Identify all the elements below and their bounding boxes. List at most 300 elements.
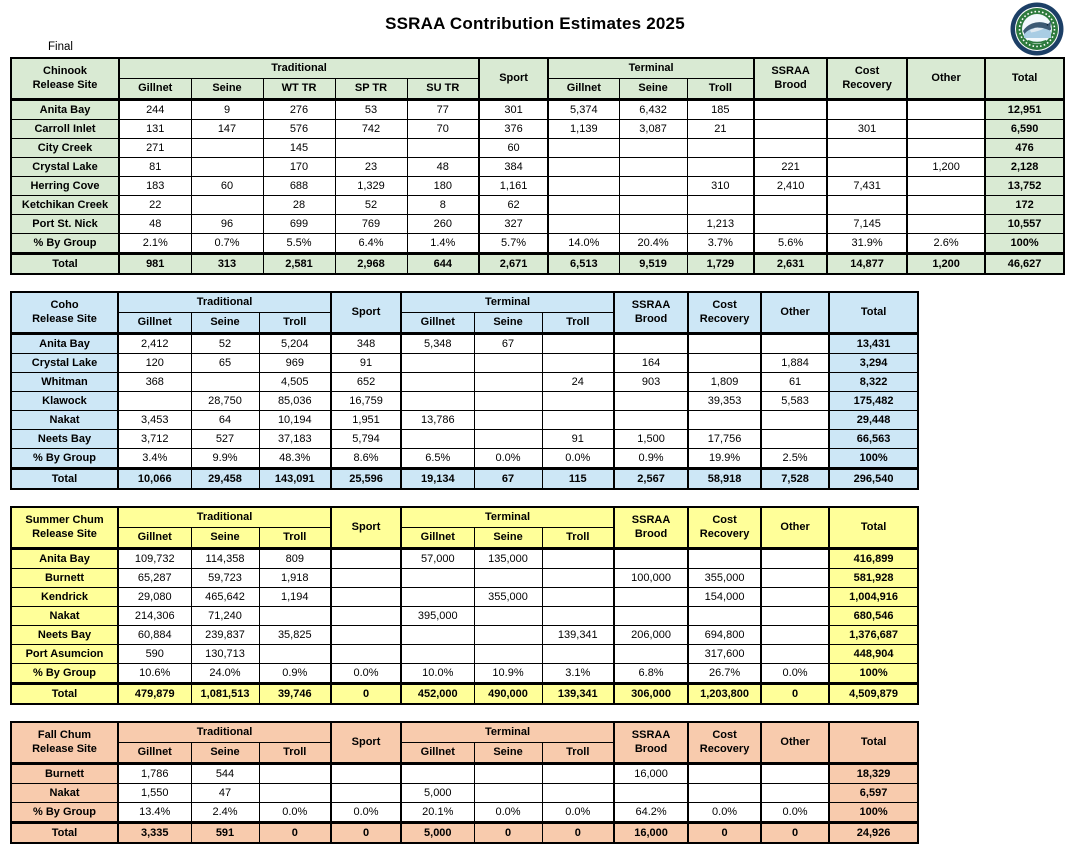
data-cell: 1,809: [688, 373, 761, 392]
row-total-cell: 680,546: [829, 607, 918, 626]
data-cell: 355,000: [688, 569, 761, 588]
ssraa-logo-icon: [1010, 2, 1064, 56]
data-cell: 135,000: [474, 549, 542, 569]
data-cell: 7,145: [827, 215, 907, 234]
row-total-cell: 12,951: [985, 100, 1064, 120]
table-row: [11, 607, 918, 626]
column-total-cell: 46,627: [985, 254, 1064, 275]
subcol-header: Troll: [542, 743, 614, 764]
data-cell: 384: [479, 158, 548, 177]
cost-recovery-header: [688, 722, 761, 764]
site-label: Crystal Lake: [11, 354, 118, 373]
species-header-line: Release Site: [32, 527, 97, 540]
row-total-cell: 66,563: [829, 430, 918, 449]
column-total-cell: 4,509,879: [829, 684, 918, 705]
table-row: [11, 373, 918, 392]
species-header-line: Summer Chum: [25, 513, 104, 526]
data-cell: [542, 411, 614, 430]
data-cell: 260: [407, 215, 479, 234]
column-total-cell: 296,540: [829, 469, 918, 490]
data-cell: [614, 411, 688, 430]
data-cell: 1,884: [761, 354, 829, 373]
percent-cell: 0.7%: [191, 234, 263, 254]
data-cell: 1,786: [118, 764, 191, 784]
data-cell: [542, 607, 614, 626]
data-cell: [688, 549, 761, 569]
data-cell: 52: [335, 196, 407, 215]
column-total-cell: 591: [191, 823, 259, 844]
data-cell: 301: [479, 100, 548, 120]
subcol-header: Seine: [619, 79, 687, 100]
row-total-cell: 13,752: [985, 177, 1064, 196]
percent-cell: 48.3%: [259, 449, 331, 469]
table-row: [11, 354, 918, 373]
row-total-cell: 476: [985, 139, 1064, 158]
data-cell: 903: [614, 373, 688, 392]
data-cell: [331, 549, 401, 569]
subcol-header: Seine: [191, 743, 259, 764]
data-cell: 180: [407, 177, 479, 196]
data-cell: 1,329: [335, 177, 407, 196]
data-cell: 57,000: [401, 549, 474, 569]
data-cell: 81: [119, 158, 191, 177]
data-cell: 61: [761, 373, 829, 392]
data-cell: 47: [191, 784, 259, 803]
column-total-cell: 6,513: [548, 254, 619, 275]
data-cell: 60: [191, 177, 263, 196]
data-cell: 62: [479, 196, 548, 215]
data-cell: 37,183: [259, 430, 331, 449]
data-cell: 1,213: [687, 215, 754, 234]
data-cell: 164: [614, 354, 688, 373]
row-total-cell: 172: [985, 196, 1064, 215]
data-cell: 23: [335, 158, 407, 177]
data-cell: [542, 645, 614, 664]
data-cell: [474, 430, 542, 449]
subcol-header: Troll: [542, 528, 614, 549]
data-cell: 5,583: [761, 392, 829, 411]
column-total-cell: 9,519: [619, 254, 687, 275]
coho-table: [10, 291, 919, 490]
total-header: Total: [829, 292, 918, 334]
data-cell: [542, 588, 614, 607]
cost-recovery-header-line: Cost: [854, 64, 880, 77]
cost-recovery-header-line: Recovery: [699, 312, 750, 325]
percent-row: [11, 234, 1064, 254]
data-cell: 2,410: [754, 177, 827, 196]
data-cell: [761, 549, 829, 569]
data-cell: 355,000: [474, 588, 542, 607]
table-row: [11, 196, 1064, 215]
data-cell: [907, 120, 985, 139]
percent-cell: 100%: [829, 449, 918, 469]
data-cell: 5,374: [548, 100, 619, 120]
percent-cell: 13.4%: [118, 803, 191, 823]
percent-cell: 9.9%: [191, 449, 259, 469]
percent-cell: 19.9%: [688, 449, 761, 469]
data-cell: [827, 196, 907, 215]
data-cell: 3,712: [118, 430, 191, 449]
ssraa-brood-header: [614, 292, 688, 334]
data-cell: [401, 373, 474, 392]
data-cell: 1,194: [259, 588, 331, 607]
row-total-cell: 2,128: [985, 158, 1064, 177]
ssraa-brood-header-line: SSRAA: [631, 298, 671, 311]
data-cell: [761, 569, 829, 588]
data-cell: 185: [687, 100, 754, 120]
data-cell: 4,505: [259, 373, 331, 392]
traditional-header: Traditional: [118, 722, 331, 743]
column-total-cell: 2,581: [263, 254, 335, 275]
table-row: [11, 120, 1064, 139]
subcol-header: Seine: [474, 743, 542, 764]
terminal-header: Terminal: [401, 722, 614, 743]
data-cell: 590: [118, 645, 191, 664]
data-cell: 131: [119, 120, 191, 139]
data-cell: [542, 334, 614, 354]
ssraa-brood-header: [754, 58, 827, 100]
column-total-cell: 2,671: [479, 254, 548, 275]
table-row: [11, 764, 918, 784]
percent-cell: 5.6%: [754, 234, 827, 254]
data-cell: [688, 411, 761, 430]
other-header: Other: [907, 58, 985, 100]
table-row: [11, 139, 1064, 158]
column-total-cell: 1,081,513: [191, 684, 259, 705]
percent-cell: 0.0%: [331, 803, 401, 823]
percent-cell: 31.9%: [827, 234, 907, 254]
percent-label: % By Group: [11, 664, 118, 684]
data-cell: [827, 100, 907, 120]
data-cell: 769: [335, 215, 407, 234]
data-cell: 688: [263, 177, 335, 196]
species-header: [11, 292, 118, 334]
site-label: Nakat: [11, 607, 118, 626]
data-cell: [542, 784, 614, 803]
data-cell: 1,139: [548, 120, 619, 139]
column-total-cell: 16,000: [614, 823, 688, 844]
total-label: Total: [11, 823, 118, 844]
percent-cell: 0.0%: [688, 803, 761, 823]
subcol-header: Troll: [259, 743, 331, 764]
percent-cell: 0.0%: [542, 449, 614, 469]
data-cell: [754, 196, 827, 215]
site-label: Port Asumcion: [11, 645, 118, 664]
data-cell: 96: [191, 215, 263, 234]
status-label: Final: [48, 41, 73, 53]
data-cell: [548, 139, 619, 158]
subcol-header: SU TR: [407, 79, 479, 100]
subcol-header: Troll: [542, 313, 614, 334]
row-total-cell: 13,431: [829, 334, 918, 354]
data-cell: 60: [479, 139, 548, 158]
data-cell: 114,358: [191, 549, 259, 569]
data-cell: [761, 430, 829, 449]
row-total-cell: 416,899: [829, 549, 918, 569]
data-cell: [619, 177, 687, 196]
total-row: [11, 469, 918, 490]
data-cell: [259, 784, 331, 803]
percent-cell: 24.0%: [191, 664, 259, 684]
subcol-header: Seine: [191, 79, 263, 100]
cost-recovery-header: [688, 292, 761, 334]
data-cell: [474, 354, 542, 373]
data-cell: [331, 645, 401, 664]
percent-cell: 8.6%: [331, 449, 401, 469]
data-cell: 109,732: [118, 549, 191, 569]
subcol-header: SP TR: [335, 79, 407, 100]
data-cell: 3,453: [118, 411, 191, 430]
data-cell: 22: [119, 196, 191, 215]
data-cell: 9: [191, 100, 263, 120]
site-label: Neets Bay: [11, 626, 118, 645]
data-cell: [614, 645, 688, 664]
percent-cell: 64.2%: [614, 803, 688, 823]
table-row: [11, 100, 1064, 120]
data-cell: 139,341: [542, 626, 614, 645]
coho-header: [11, 292, 918, 334]
data-cell: [761, 607, 829, 626]
data-cell: 1,200: [907, 158, 985, 177]
data-cell: [191, 373, 259, 392]
coho-body: [11, 334, 918, 490]
percent-row: [11, 803, 918, 823]
total-label: Total: [11, 684, 118, 705]
data-cell: [548, 158, 619, 177]
ssraa-brood-header-line: Brood: [634, 312, 668, 325]
data-cell: [191, 139, 263, 158]
summer-chum-table: [10, 506, 919, 705]
percent-cell: 6.4%: [335, 234, 407, 254]
row-total-cell: 1,004,916: [829, 588, 918, 607]
data-cell: 214,306: [118, 607, 191, 626]
terminal-header: Terminal: [548, 58, 754, 79]
cost-recovery-header-line: Recovery: [699, 742, 750, 755]
data-cell: [401, 392, 474, 411]
table-row: [11, 626, 918, 645]
row-total-cell: 1,376,687: [829, 626, 918, 645]
site-label: Port St. Nick: [11, 215, 119, 234]
subcol-header: Gillnet: [548, 79, 619, 100]
data-cell: 348: [331, 334, 401, 354]
data-cell: 5,794: [331, 430, 401, 449]
column-total-cell: 0: [688, 823, 761, 844]
site-label: Ketchikan Creek: [11, 196, 119, 215]
row-total-cell: 18,329: [829, 764, 918, 784]
data-cell: 699: [263, 215, 335, 234]
data-cell: [331, 607, 401, 626]
cost-recovery-header: [827, 58, 907, 100]
data-cell: 17,756: [688, 430, 761, 449]
other-header: Other: [761, 722, 829, 764]
data-cell: 5,204: [259, 334, 331, 354]
subcol-header: Seine: [191, 528, 259, 549]
data-cell: [614, 607, 688, 626]
column-total-cell: 24,926: [829, 823, 918, 844]
terminal-header: Terminal: [401, 292, 614, 313]
data-cell: [474, 411, 542, 430]
data-cell: 376: [479, 120, 548, 139]
site-label: Anita Bay: [11, 549, 118, 569]
percent-cell: 1.4%: [407, 234, 479, 254]
subcol-header: Gillnet: [401, 528, 474, 549]
percent-cell: 26.7%: [688, 664, 761, 684]
data-cell: [542, 764, 614, 784]
percent-cell: 0.0%: [331, 664, 401, 684]
data-cell: [688, 354, 761, 373]
data-cell: [474, 392, 542, 411]
data-cell: 310: [687, 177, 754, 196]
data-cell: 70: [407, 120, 479, 139]
data-cell: 2,412: [118, 334, 191, 354]
data-cell: 65,287: [118, 569, 191, 588]
data-cell: 8: [407, 196, 479, 215]
subcol-header: Gillnet: [118, 313, 191, 334]
percent-label: % By Group: [11, 234, 119, 254]
site-label: Kendrick: [11, 588, 118, 607]
data-cell: [548, 215, 619, 234]
percent-cell: 2.1%: [119, 234, 191, 254]
data-cell: 694,800: [688, 626, 761, 645]
data-cell: 67: [474, 334, 542, 354]
subcol-header: Troll: [259, 528, 331, 549]
data-cell: [474, 373, 542, 392]
column-total-cell: 490,000: [474, 684, 542, 705]
percent-cell: 0.0%: [761, 803, 829, 823]
data-cell: 7,431: [827, 177, 907, 196]
data-cell: [548, 196, 619, 215]
species-header-line: Coho: [50, 298, 79, 311]
data-cell: 301: [827, 120, 907, 139]
column-total-cell: 306,000: [614, 684, 688, 705]
data-cell: [907, 177, 985, 196]
ssraa-brood-header-line: Brood: [634, 527, 668, 540]
ssraa-brood-header-line: Brood: [634, 742, 668, 755]
data-cell: 35,825: [259, 626, 331, 645]
site-label: Klawock: [11, 392, 118, 411]
data-cell: 24: [542, 373, 614, 392]
column-total-cell: 7,528: [761, 469, 829, 490]
data-cell: [474, 764, 542, 784]
data-cell: 465,642: [191, 588, 259, 607]
data-cell: [118, 392, 191, 411]
ssraa-brood-header-line: SSRAA: [631, 728, 671, 741]
traditional-header: Traditional: [118, 507, 331, 528]
subcol-header: Troll: [687, 79, 754, 100]
data-cell: 53: [335, 100, 407, 120]
data-cell: 317,600: [688, 645, 761, 664]
fall-chum-body: [11, 764, 918, 844]
column-total-cell: 115: [542, 469, 614, 490]
table-row: [11, 392, 918, 411]
data-cell: [827, 139, 907, 158]
ssraa-brood-header: [614, 722, 688, 764]
total-label: Total: [11, 254, 119, 275]
row-total-cell: 175,482: [829, 392, 918, 411]
column-total-cell: 452,000: [401, 684, 474, 705]
data-cell: 28: [263, 196, 335, 215]
terminal-header: Terminal: [401, 507, 614, 528]
data-cell: [401, 626, 474, 645]
column-total-cell: 0: [474, 823, 542, 844]
data-cell: [761, 784, 829, 803]
column-total-cell: 479,879: [118, 684, 191, 705]
data-cell: 130,713: [191, 645, 259, 664]
ssraa-logo-svg: [1010, 2, 1064, 56]
site-label: Herring Cove: [11, 177, 119, 196]
data-cell: 809: [259, 549, 331, 569]
data-cell: [688, 607, 761, 626]
column-total-cell: 5,000: [401, 823, 474, 844]
data-cell: 91: [542, 430, 614, 449]
data-cell: [401, 764, 474, 784]
site-label: Nakat: [11, 784, 118, 803]
percent-cell: 5.5%: [263, 234, 335, 254]
row-total-cell: 448,904: [829, 645, 918, 664]
data-cell: [542, 549, 614, 569]
data-cell: 5,000: [401, 784, 474, 803]
data-cell: 244: [119, 100, 191, 120]
column-total-cell: 67: [474, 469, 542, 490]
row-total-cell: 6,597: [829, 784, 918, 803]
data-cell: [474, 569, 542, 588]
data-cell: [761, 626, 829, 645]
data-cell: [401, 588, 474, 607]
chinook-table: [10, 57, 1065, 275]
data-cell: [761, 334, 829, 354]
ssraa-brood-header-line: Brood: [774, 78, 807, 91]
sport-header: Sport: [331, 507, 401, 549]
fall-chum-table: [10, 721, 919, 844]
percent-cell: 100%: [829, 803, 918, 823]
data-cell: [614, 392, 688, 411]
data-cell: 206,000: [614, 626, 688, 645]
column-total-cell: 25,596: [331, 469, 401, 490]
data-cell: [761, 411, 829, 430]
cost-recovery-header-line: Cost: [712, 728, 737, 741]
data-cell: [335, 139, 407, 158]
table-row: [11, 569, 918, 588]
data-cell: [191, 196, 263, 215]
ssraa-brood-header: [614, 507, 688, 549]
data-cell: 183: [119, 177, 191, 196]
other-header: Other: [761, 507, 829, 549]
data-cell: [401, 430, 474, 449]
data-cell: [687, 196, 754, 215]
row-total-cell: 581,928: [829, 569, 918, 588]
percent-cell: 20.4%: [619, 234, 687, 254]
data-cell: 1,918: [259, 569, 331, 588]
header-row-1: [11, 292, 918, 313]
data-cell: [331, 588, 401, 607]
percent-cell: 0.9%: [614, 449, 688, 469]
data-cell: 145: [263, 139, 335, 158]
percent-cell: 3.4%: [118, 449, 191, 469]
data-cell: 120: [118, 354, 191, 373]
subcol-header: Seine: [474, 313, 542, 334]
data-cell: 5,348: [401, 334, 474, 354]
column-total-cell: 1,729: [687, 254, 754, 275]
data-cell: [688, 764, 761, 784]
percent-label: % By Group: [11, 803, 118, 823]
data-cell: 742: [335, 120, 407, 139]
data-cell: 6,432: [619, 100, 687, 120]
data-cell: [401, 354, 474, 373]
percent-row: [11, 664, 918, 684]
species-header-line: Release Site: [32, 312, 97, 325]
data-cell: [407, 139, 479, 158]
cost-recovery-header: [688, 507, 761, 549]
